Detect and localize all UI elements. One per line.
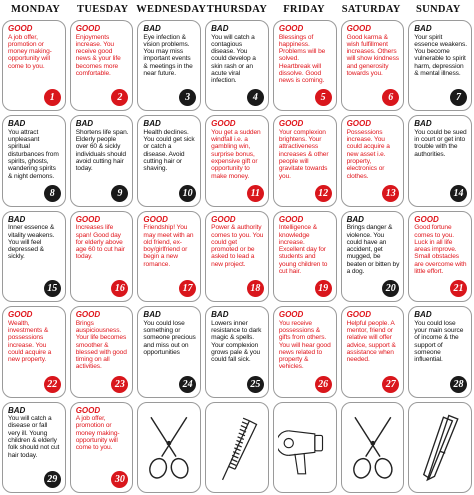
- day-verdict: GOOD: [211, 214, 236, 224]
- day-cell: [273, 20, 337, 111]
- day-number-badge: 26: [315, 376, 332, 393]
- day-cell: [137, 306, 201, 397]
- day-cell: [341, 306, 405, 397]
- day-cell: [273, 306, 337, 397]
- day-number-badge: 22: [44, 376, 61, 393]
- day-number-badge: 28: [450, 376, 467, 393]
- day-description: Helpful people. A mentor, friend or relative will offer advice, support & assistance when needed.: [346, 319, 396, 364]
- day-number-badge: 4: [247, 89, 264, 106]
- day-cell: [273, 211, 337, 302]
- day-cell: [205, 115, 269, 206]
- day-cell: [205, 211, 269, 302]
- day-cell: [205, 306, 269, 397]
- tool-illustration: [205, 402, 269, 493]
- day-verdict: GOOD: [211, 119, 236, 129]
- day-description: Health declines. You could get sick or catch a disease. Avoid cutting hair or shaving.: [143, 128, 195, 173]
- day-verdict: BAD: [211, 310, 229, 320]
- day-description: Wealth, investments & possessions increase. You could acquire a new property.: [8, 319, 52, 364]
- day-description: Good karma & wish fulfillment increases. Others will show kindness and generosity towards you.: [346, 33, 400, 77]
- day-verdict: GOOD: [8, 310, 33, 320]
- day-cell: [408, 20, 472, 111]
- day-verdict: BAD: [414, 310, 432, 320]
- day-description: Lowers inner resistance to dark magic & spells. Your complexion grows pale & you could fall sick.: [211, 319, 262, 364]
- tool-illustration: [341, 402, 405, 493]
- day-number-badge: 13: [382, 185, 399, 202]
- day-number-badge: 6: [382, 89, 399, 106]
- day-verdict: GOOD: [278, 24, 304, 33]
- day-number-badge: 9: [111, 185, 128, 202]
- day-description: Increases life span! Good day for elderly above age 60 to cut hair today.: [75, 224, 125, 261]
- day-cell: [70, 115, 134, 206]
- day-cell: [70, 306, 134, 397]
- day-description: You could lose your main source of income & the support of someone influential.: [414, 319, 464, 364]
- day-description: You could lose something or someone precious and miss out on opportunities: [143, 319, 196, 356]
- day-number-badge: 21: [450, 280, 467, 297]
- scissors-icon: [346, 407, 400, 488]
- day-number-badge: 19: [315, 280, 332, 297]
- hair-dryer-icon: [278, 407, 332, 488]
- day-description: You receive possessions & gifts from others. You will hear good news related to property & vehicles.: [278, 319, 331, 371]
- day-cell: [70, 402, 134, 493]
- day-description: A job offer, promotion or money making-opportunity will come to you.: [75, 415, 120, 452]
- day-verdict: GOOD: [143, 214, 168, 224]
- day-verdict: BAD: [211, 24, 229, 33]
- day-description: Brings danger & violence. You could have an accident, get mugged, be beaten or bitten by a dog.: [346, 224, 400, 276]
- day-saturday: SATURDAY: [341, 3, 401, 15]
- day-number-badge: 24: [179, 376, 196, 393]
- day-cell: [408, 306, 472, 397]
- day-verdict: BAD: [414, 24, 432, 33]
- day-verdict: GOOD: [75, 310, 101, 320]
- day-description: You get a sudden windfall i.e. a gambling win, surprise bonus, expensive gift or opportunity to make money.: [211, 128, 261, 180]
- day-verdict: BAD: [414, 119, 432, 129]
- hair-straightener-icon: [413, 407, 467, 488]
- day-wednesday: WEDNESDAY: [136, 3, 207, 15]
- day-number-badge: 14: [450, 185, 467, 202]
- day-description: Blessings of happiness. Problems will be solved. Heartbreak will dissolve. Good news is coming.: [278, 33, 326, 85]
- day-description: Your spirit essence weakens. You become vulnerable to spirit harm, depression & mental illness.: [414, 33, 467, 77]
- day-verdict: GOOD: [278, 310, 304, 320]
- day-number-badge: 12: [315, 185, 332, 202]
- day-number-badge: 16: [111, 280, 128, 297]
- day-number-badge: 17: [179, 280, 196, 297]
- day-cell: [2, 402, 66, 493]
- day-verdict: GOOD: [346, 310, 372, 320]
- day-number-badge: 20: [382, 280, 399, 297]
- tool-illustration: [273, 402, 337, 493]
- day-cell: [137, 211, 201, 302]
- day-number-badge: 25: [247, 376, 264, 393]
- day-cell: [341, 20, 405, 111]
- day-cell: [137, 20, 201, 111]
- day-cell: [341, 115, 405, 206]
- day-description: Shortens life span. Elderly people over 60 & sickly individuals should avoid cutting hair today.: [75, 128, 129, 173]
- day-description: Inner essence & vitality weakens. You will feel depressed & sickly.: [8, 224, 55, 261]
- day-cell: [408, 115, 472, 206]
- day-number-badge: 2: [111, 89, 128, 106]
- day-description: You attract unpleasant spiritual disturbances from spirits, ghosts, wandering spirits & night demons.: [8, 128, 59, 180]
- day-description: Intelligence & knowledge increase. Excellent day for students and young children to cut hair.: [278, 224, 328, 276]
- day-description: Possessions increase. You could acquire a new asset i.e. property, electronics or clothes.: [346, 128, 390, 180]
- day-number-badge: 3: [179, 89, 196, 106]
- day-description: You will catch a contagious disease. You could develop a skin rash or an acute viral infection.: [211, 33, 256, 85]
- day-verdict: GOOD: [346, 24, 372, 33]
- day-verdict: BAD: [346, 214, 364, 224]
- day-verdict: BAD: [8, 214, 26, 224]
- day-cell: [2, 306, 66, 397]
- day-description: A job offer, promotion or money making-opportunity will come to you.: [8, 33, 52, 70]
- day-verdict: GOOD: [75, 405, 101, 415]
- day-verdict: BAD: [75, 119, 94, 129]
- day-verdict: GOOD: [278, 214, 304, 224]
- day-cell: [273, 115, 337, 206]
- day-monday: MONDAY: [10, 3, 61, 15]
- scissors-icon: [142, 407, 196, 488]
- day-description: You will catch a disease or fall very ill. Young children & elderly folk should not cut hair today.: [8, 415, 60, 459]
- day-verdict: GOOD: [75, 214, 101, 224]
- day-sunday: SUNDAY: [416, 3, 461, 15]
- day-verdict: BAD: [143, 310, 161, 320]
- day-cell: [2, 20, 66, 111]
- day-description: Friendship! You may meet with an old friend, ex-boy/girlfriend or begin a new romance.: [143, 224, 194, 268]
- day-number-badge: 10: [179, 185, 196, 202]
- day-number-badge: 7: [450, 89, 467, 106]
- day-cell: [70, 20, 134, 111]
- day-number-badge: 15: [44, 280, 61, 297]
- calendar-grid: [2, 20, 472, 493]
- day-verdict: BAD: [8, 119, 26, 129]
- day-verdict: BAD: [143, 119, 161, 129]
- day-number-badge: 30: [111, 471, 128, 488]
- day-verdict: BAD: [8, 405, 26, 415]
- day-cell: [2, 115, 66, 206]
- day-cell: [408, 211, 472, 302]
- weekday-header: [0, 0, 474, 18]
- day-number-badge: 11: [247, 185, 264, 202]
- day-verdict: BAD: [143, 24, 161, 33]
- day-cell: [2, 211, 66, 302]
- tool-illustration: [408, 402, 472, 493]
- day-tuesday: TUESDAY: [77, 3, 129, 15]
- day-number-badge: 1: [44, 89, 61, 106]
- day-verdict: GOOD: [8, 24, 33, 33]
- day-description: Your complexion brightens. Your attractiveness increases & other people will gravitate towards you.: [278, 128, 329, 180]
- day-number-badge: 27: [382, 376, 399, 393]
- day-description: Enjoyments increase. You receive good news & your life becomes more comfortable.: [75, 33, 121, 77]
- day-description: Power & authority comes to you. You could get promoted or be asked to lead a new project.: [211, 224, 264, 268]
- day-cell: [341, 211, 405, 302]
- day-description: Eye infection & vision problems. You may miss important events & meetings in the near future.: [143, 33, 193, 77]
- day-number-badge: 8: [44, 185, 61, 202]
- comb-icon: [210, 407, 264, 488]
- day-verdict: GOOD: [414, 214, 439, 224]
- day-verdict: GOOD: [278, 119, 304, 129]
- day-cell: [205, 20, 269, 111]
- day-verdict: GOOD: [75, 24, 101, 33]
- day-number-badge: 18: [247, 280, 264, 297]
- day-description: Brings auspiciousness. Your life becomes smoother & blessed with good timing on all activities.: [75, 319, 127, 371]
- day-description: You could be sued in court or get into trouble with the authorities.: [414, 128, 467, 158]
- day-number-badge: 5: [315, 89, 332, 106]
- day-thursday: THURSDAY: [206, 3, 268, 15]
- day-verdict: GOOD: [346, 119, 372, 129]
- day-friday: FRIDAY: [283, 3, 325, 15]
- day-description: Good fortune comes to you. Luck in all life areas improve. Small obstacles are overcome with little effort.: [414, 224, 467, 276]
- day-cell: [137, 115, 201, 206]
- day-number-badge: 29: [44, 471, 61, 488]
- day-number-badge: 23: [111, 376, 128, 393]
- day-cell: [70, 211, 134, 302]
- tool-illustration: [137, 402, 201, 493]
